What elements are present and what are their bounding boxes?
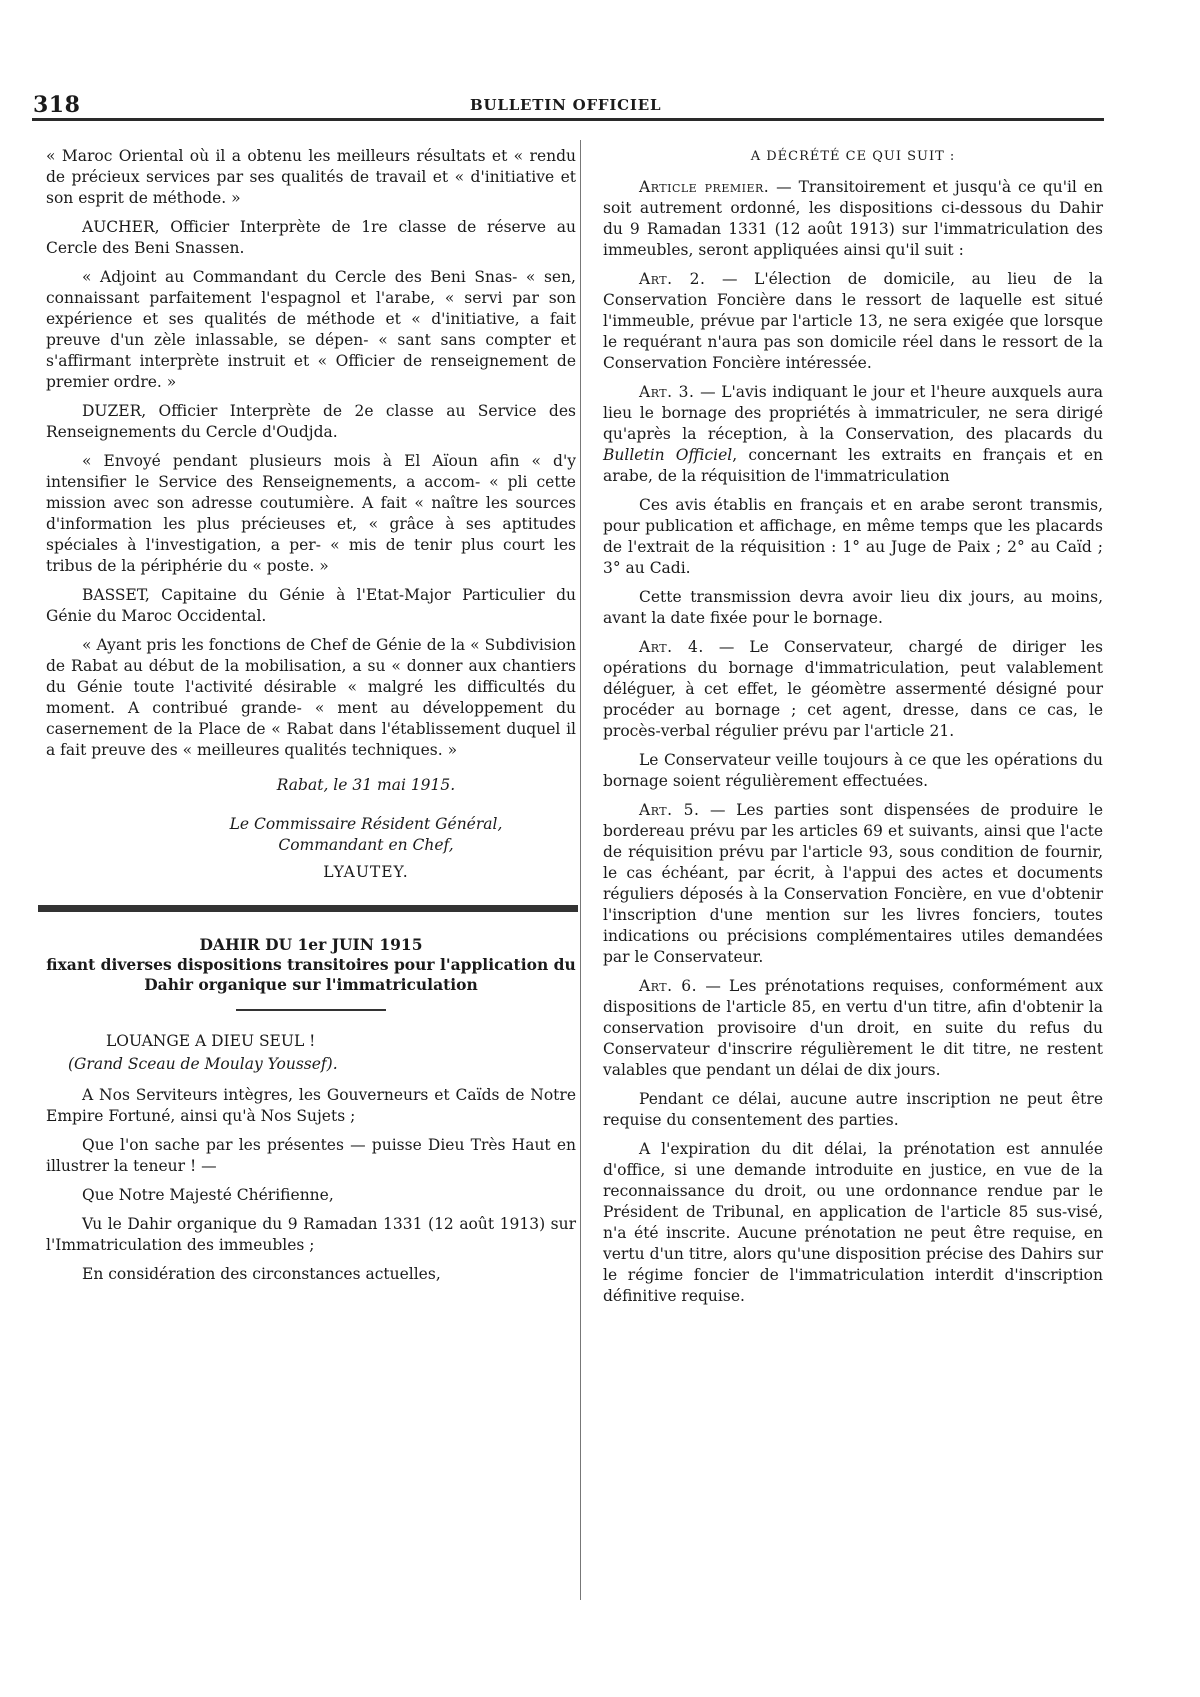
article-text: , concernant les extraits en français et en arabe, de la réquisition de l'immatriculation bbox=[603, 446, 1103, 485]
article-paragraph: Ces avis établis en français et en arabe seront transmis, pour publication et affichage, en même temps que les placards de l'extrait de la réquisition : 1° au Juge de Paix ; 2° au Caïd ; 3° au Cadi. bbox=[603, 496, 1103, 577]
bulletin-name: Bulletin Officiel bbox=[603, 446, 733, 464]
article-2 bbox=[603, 269, 1103, 374]
article-6 bbox=[603, 976, 1103, 1081]
preamble-paragraph: Vu le Dahir organique du 9 Ramadan 1331 (12 août 1913) sur l'Immatriculation des immeubles ; bbox=[46, 1215, 576, 1254]
article-label: Article premier. bbox=[639, 178, 770, 196]
article-1 bbox=[603, 177, 1103, 261]
signature-name: LYAUTEY. bbox=[323, 863, 409, 881]
left-column bbox=[46, 146, 576, 1293]
article-paragraph: Pendant ce délai, aucune autre inscription ne peut être requise du consentement des parties. bbox=[603, 1090, 1103, 1129]
column-divider bbox=[580, 140, 581, 1600]
signature-title: Commandant en Chef, bbox=[278, 836, 454, 854]
preamble-paragraph: En considération des circonstances actuelles, bbox=[82, 1265, 441, 1283]
article-text: — Les prénotations requises, conformément aux dispositions de l'article 85, en vertu d'un titre, afin d'obtenir la conservation provisoire d'un droit, en suite du refus du Conservateur d'inscrire régulièrement le dit titre, ne restent valables que pendant un délai de dix jours. bbox=[603, 977, 1103, 1079]
article-paragraph: A l'expiration du dit délai, la prénotation est annulée d'office, si une demande introduite en justice, en vue de la reconnaissance du droit, ou une ordonnance rendue par le Président de Tribunal, en application de l'article 85 sus-visé, n'a été inscrite. Aucune prénotation ne peut être requise, en vertu d'un titre, alors qu'une disposition précise des Dahirs sur le régime foncier de l'immatriculation interdit d'inscription définitive requise. bbox=[603, 1140, 1103, 1305]
article-label: Art. 4. bbox=[639, 638, 704, 656]
article-text: — Transitoirement et jusqu'à ce qu'il en soit autrement ordonné, les dispositions ci-dessous du Dahir du 9 Ramadan 1331 (12 août 1913) sur l'immatriculation des immeubles, seront appliquées ainsi qu'il suit : bbox=[603, 178, 1103, 259]
short-rule bbox=[236, 1009, 386, 1011]
article-3 bbox=[603, 382, 1103, 487]
decree-heading: A DÉCRÉTÉ CE QUI SUIT : bbox=[750, 149, 956, 164]
signature-title: Le Commissaire Résident Général, bbox=[229, 815, 503, 833]
article-4 bbox=[603, 637, 1103, 742]
article-label: Art. 3. bbox=[639, 383, 695, 401]
quote-paragraph: « Envoyé pendant plusieurs mois à El Aïoun afin « d'y intensifier le Service des Renseignements, a accom- « pli cette mission avec son adresse coutumière. A fait « naître les sources d'information les plus précieuses et, « grâce à ses aptitudes spéciales à l'investigation, a per- « mis de tenir plus court les tribus de la périphérie du « poste. » bbox=[46, 452, 576, 575]
citation-aucher: AUCHER, Officier Interprète de 1re classe de réserve au Cercle des Beni Snassen. bbox=[46, 218, 576, 257]
article-text: — Le Conservateur, chargé de diriger les opérations du bornage d'immatriculation, peut valablement déléguer, à cet effet, le géomètre assermenté désigné pour procéder au bornage ; cet agent, dresse, dans ce cas, le procès-verbal régulier prévu par l'article 21. bbox=[603, 638, 1103, 740]
preamble-paragraph: Que Notre Majesté Chérifienne, bbox=[82, 1186, 334, 1204]
citation-basset: BASSET, Capitaine du Génie à l'Etat-Major Particulier du Génie du Maroc Occidental. bbox=[46, 586, 576, 625]
quote-paragraph: « Maroc Oriental où il a obtenu les meilleurs résultats et « rendu de précieux services par ses qualités de travail et « d'initiative et son esprit de méthode. » bbox=[46, 147, 576, 207]
section-rule bbox=[38, 905, 578, 912]
page-number: 318 bbox=[33, 92, 81, 118]
preamble-paragraph: A Nos Serviteurs intègres, les Gouverneurs et Caïds de Notre Empire Fortuné, ainsi qu'à Nos Sujets ; bbox=[46, 1086, 576, 1125]
signature-block bbox=[156, 814, 576, 856]
article-text: — Les parties sont dispensées de produire le bordereau prévu par les articles 69 et suivants, ainsi que l'acte de réquisition prévu par l'article 93, sous condition de fournir, le cas échéant, par écrit, à l'appui des actes et documents réguliers déposés à la Conservation Foncière, en vue d'obtenir l'inscription d'une mention sur les livres fonciers, toutes indications ou précisions complémentaires utiles demandées par le Conservateur. bbox=[603, 801, 1104, 966]
header-rule bbox=[32, 118, 1104, 121]
citation-duzer: DUZER, Officier Interprète de 2e classe au Service des Renseignements du Cercle d'Oudjda. bbox=[46, 402, 576, 441]
preamble-paragraph: Que l'on sache par les présentes — puisse Dieu Très Haut en illustrer la teneur ! — bbox=[46, 1136, 576, 1175]
article-text: — L'avis indiquant le jour et l'heure auxquels aura lieu le bornage des propriétés à immatriculer, ne sera dirigé qu'après la réception, à la Conservation, des placards du bbox=[603, 383, 1104, 443]
article-paragraph: Cette transmission devra avoir lieu dix jours, au moins, avant la date fixée pour le bornage. bbox=[603, 588, 1103, 627]
sceau: (Grand Sceau de Moulay Youssef). bbox=[68, 1055, 338, 1073]
article-label: Art. 6. bbox=[639, 977, 698, 995]
article-label: Art. 5. bbox=[639, 801, 700, 819]
running-head: BULLETIN OFFICIEL bbox=[470, 96, 662, 114]
article-paragraph: Le Conservateur veille toujours à ce que les opérations du bornage soient régulièrement effectuées. bbox=[603, 751, 1103, 790]
dahir-title: DAHIR DU 1er JUIN 1915 bbox=[199, 935, 423, 954]
article-text: — L'élection de domicile, au lieu de la Conservation Foncière dans le ressort de laquelle est situé l'immeuble, prévue par l'article 13, ne sera exigée que lorsque le requérant n'aura pas son domicile réel dans le ressort de la Conservation Foncière intéressée. bbox=[603, 270, 1103, 372]
louange: LOUANGE A DIEU SEUL ! bbox=[106, 1032, 316, 1050]
right-column bbox=[603, 146, 1103, 1315]
dahir-subtitle: fixant diverses dispositions transitoires pour l'application du Dahir organique sur l'immatriculation bbox=[46, 955, 576, 994]
article-5 bbox=[603, 800, 1103, 968]
article-label: Art. 2. bbox=[639, 270, 706, 288]
signature-place-date: Rabat, le 31 mai 1915. bbox=[276, 776, 456, 794]
quote-paragraph: « Adjoint au Commandant du Cercle des Beni Snas- « sen, connaissant parfaitement l'espagnol et l'arabe, « servi par son expérience et ses qualités de méthode et « d'initiative, a fait preuve d'un zèle inlassable, se dépen- « sant sans compter et s'affirmant interprète instruit et « Officier de renseignement de premier ordre. » bbox=[46, 268, 576, 391]
quote-paragraph: « Ayant pris les fonctions de Chef de Génie de la « Subdivision de Rabat au début de la mobilisation, a su « donner aux chantiers du Génie toute l'activité désirable « malgré les difficultés du moment. A contribué grande- « ment au développement du casernement de la Place de « Rabat dans l'établissement duquel il a fait preuve des « meilleures qualités techniques. » bbox=[46, 636, 576, 759]
